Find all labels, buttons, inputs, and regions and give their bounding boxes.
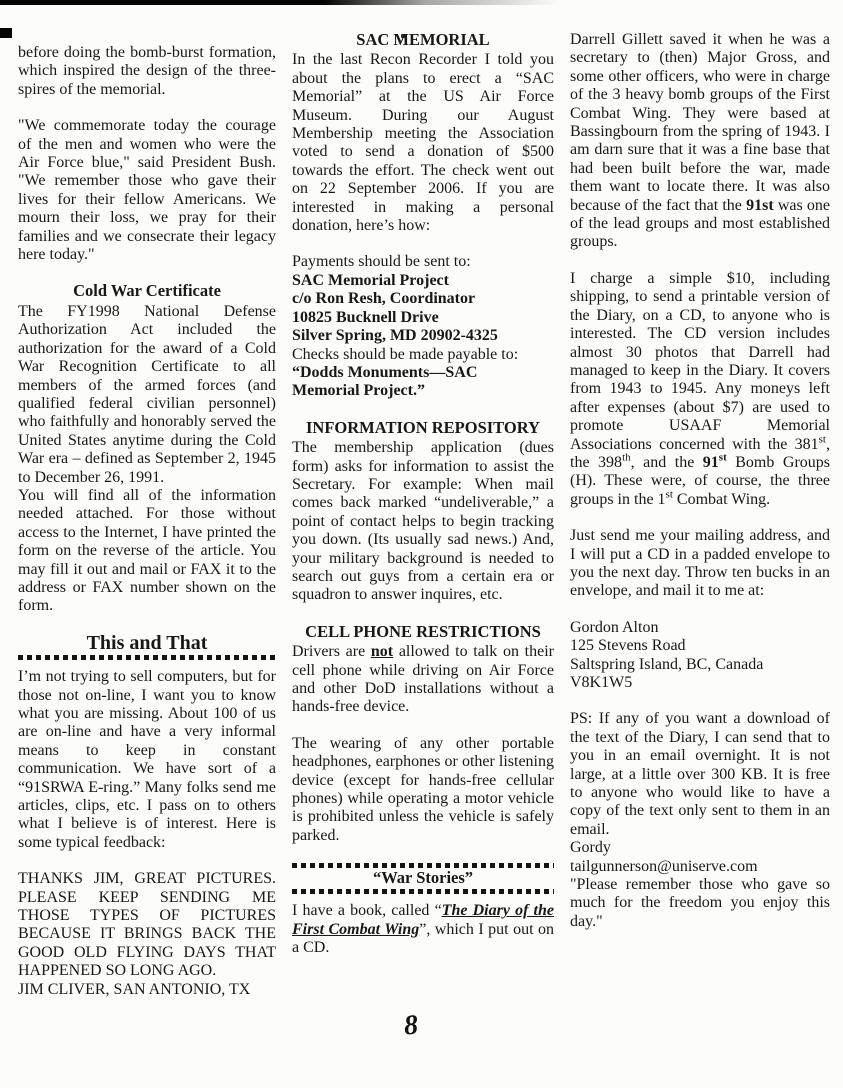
paragraph [570, 876, 830, 931]
text-segment: 91 [702, 453, 719, 471]
scan-artifact-top-edge [0, 0, 560, 5]
text-segment: st [818, 433, 826, 446]
page-number: 8 [402, 1009, 420, 1042]
paragraph [18, 303, 276, 487]
gordon-alton-address [570, 619, 830, 693]
heading-war-stories [292, 869, 554, 887]
text-segment: ”, which I put out on a CD. [292, 920, 555, 957]
text-segment: Drivers are [292, 643, 371, 661]
column-right [570, 31, 830, 949]
heading-sac-memorial [292, 31, 554, 49]
text-segment: , and the [630, 453, 703, 471]
text-segment: I’m not trying to sell computers, but for those not on-line, I want you to know what you are missing. About 100 of us are on-line and have a very informal means to keep in constant communication. We have sort of a “91SRWA E-ring.” Many folks send me articles, clips, etc. I pass on to others what I believe is of interest. Here is some typical feedback: [18, 668, 276, 851]
text-segment: I have a book, called “ [292, 902, 442, 920]
text-segment: , the 398 [570, 435, 830, 471]
text-segment: Checks should be made payable to: [292, 345, 519, 363]
text-line: Silver Spring, MD 20902-4325 [292, 327, 498, 345]
text-line: SAC Memorial Project [292, 271, 449, 289]
paragraph [570, 31, 830, 252]
text-segment: THANKS JIM, GREAT PICTURES. PLEASE KEEP SENDING ME THOSE TYPES OF PICTURES BECAUSE IT BRINGS BACK THE GOOD OLD FLYING DAYS THAT HAPPENED SO LONG AGO. [18, 870, 276, 980]
text-line: c/o Ron Resh, Coordinator [292, 290, 476, 308]
text-line: 10825 Bucknell Drive [292, 308, 439, 326]
heading-cold-war-certificate [18, 282, 276, 300]
paragraph [570, 527, 830, 601]
text-segment: st [665, 488, 673, 501]
heading-cell-phone-restrictions [292, 623, 554, 641]
sac-memorial-address [292, 272, 554, 346]
text-segment: was one of the lead groups and most established groups. [570, 196, 830, 251]
paragraph [292, 902, 554, 957]
paragraph [18, 870, 276, 980]
text-segment: th [622, 451, 631, 464]
text-segment: INFORMATION REPOSITORY [306, 417, 540, 437]
text-segment: not [370, 643, 394, 661]
text-line: 125 Stevens Road [570, 637, 686, 655]
paragraph [570, 270, 830, 509]
dotted-rule [18, 655, 276, 660]
signature-lines [570, 839, 830, 876]
paragraph [292, 51, 554, 235]
text-line: Gordon Alton [570, 618, 659, 636]
paragraph [292, 346, 554, 364]
text-segment: Combat Wing. [672, 490, 771, 508]
text-segment: st [718, 451, 727, 464]
paragraph [292, 735, 554, 845]
paragraph [292, 643, 554, 717]
text-segment: You will find all of the information needed attached. For those without access to the Internet, I have printed the form on the reverse of the article. You may fill it out and mail or FAX it to the address or FAX number shown on the form. [18, 486, 276, 615]
text-segment: 91st [746, 196, 774, 214]
dotted-rule [292, 889, 554, 894]
text-segment: The FY1998 National Defense Authorization Act included the authorization for the award of a Cold War Recognition Certificate to all members of the armed forces (and qualified federal civilian personnel) who faithfully and honorably served the United States anytime during the Cold War era – defined as September 2, 1945 to December 26, 1991. [18, 302, 276, 486]
text-segment: The Diary of the First Combat Wing [292, 902, 554, 938]
text-segment: allowed to talk on their cell phone while driving on Air Force and other DoD installations without a hands-free device. [292, 643, 555, 716]
paragraph [292, 439, 554, 605]
text-segment: Payments should be sent to: [292, 253, 471, 271]
heading-this-and-that [18, 631, 276, 654]
paragraph [18, 117, 276, 264]
paragraph [570, 710, 830, 839]
text-line: “Dodds Monuments—SAC [292, 363, 478, 381]
text-line: Gordy [570, 839, 611, 857]
text-segment: "We commemorate today the courage of the men and women who were the Air Force blue," said President Bush. "We remember those who gave their lives for their fellow Americans. We mourn their loss, we pray for their families and we consecrate their legacy here today." [18, 117, 276, 264]
text-segment: “War Stories” [372, 868, 474, 888]
text-segment: I charge a simple $10, including shipping, to send a printable version of the Diary, on a CD, to anyone who is interested. The CD version includes almost 30 photos that Darrell had managed to keep in the Diary. It covers from 1943 to 1945. Any moneys left after expenses (about $7) are used to promote USAAF Memorial Associations concerned with the 381 [570, 269, 830, 453]
text-line: tailgunnerson@uniserve.com [570, 857, 758, 875]
text-segment: "Please remember those who gave so much for the freedom you enjoy this day." [570, 876, 830, 930]
text-segment: CELL PHONE RESTRICTIONS [305, 621, 541, 641]
paragraph [18, 44, 276, 99]
column-center [292, 31, 554, 975]
text-line: Memorial Project.” [292, 382, 425, 400]
payable-to-lines [292, 364, 554, 401]
scan-artifact-corner [0, 28, 12, 38]
paragraph [18, 487, 276, 616]
paragraph [292, 253, 554, 271]
column-left [18, 44, 276, 1017]
text-segment: The wearing of any other portable headphones, earphones or other listening device (except for hands-free cellular phones) while operating a motor vehicle is prohibited unless the vehicle is safely parked. [292, 734, 554, 844]
paragraph [18, 668, 276, 852]
text-line: V8K1W5 [570, 674, 633, 691]
text-segment: In the last Recon Recorder I told you about the plans to erect a “SAC Memorial” at the US Air Force Museum. During our August Membership meeting the Association voted to send a donation of $500 towards the effort. The check went out on 22 September 2006. If you are interested in making a personal donation, here’s how: [292, 51, 554, 235]
text-segment: Darrell Gillett saved it when he was a secretary to (then) Major Gross, and some other officers, who were in charge of the 3 heavy bomb groups of the First Combat Wing. They were based at Bassingbourn from the spring of 1943. I am darn sure that it was a fine base that had been built before the war, made them want to locate there. It was also because of the fact that the [570, 31, 830, 214]
heading-information-repository [292, 419, 554, 437]
text-segment: JIM CLIVER, SAN ANTONIO, TX [18, 980, 251, 998]
text-segment: PS: If any of you want a download of the text of the Diary, I can send that to you in an email overnight. It is not large, at a little over 300 KB. It is free to anyone who would like to have a copy of the text only sent to them in an email. [570, 710, 830, 838]
paragraph [18, 981, 276, 999]
text-segment: before doing the bomb-burst formation, which inspired the design of the three-spires of the memorial. [18, 44, 276, 98]
text-segment: Cold War Certificate [73, 281, 221, 301]
text-segment: SAC MEMORIAL [356, 30, 490, 49]
text-segment: The membership application (dues form) asks for information to assist the Secretary. For example: When mail comes back marked “undeliverable,” a point of contact helps to begin tracking you down. (Its usually sad news.) And, your military background is needed to search out guys from a certain era or squadron to answer inquires, etc. [292, 439, 554, 604]
text-segment: Just send me your mailing address, and I will put a CD in a padded envelope to you the next day. Throw ten bucks in an envelope, and mail it to me at: [570, 527, 830, 600]
text-segment: Bomb Groups (H). These were, of course, the three groups in the 1 [570, 453, 830, 508]
text-line: Saltspring Island, BC, Canada [570, 655, 764, 673]
text-segment: This and That [86, 631, 208, 654]
